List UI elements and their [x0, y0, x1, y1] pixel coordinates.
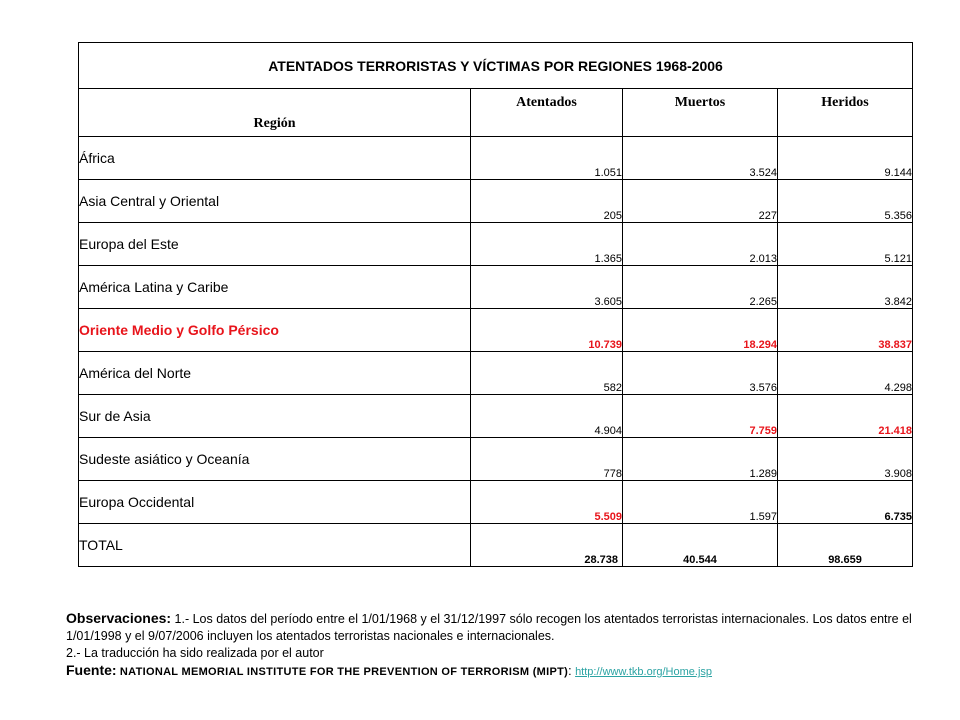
muertos-value: 1.289 — [623, 438, 778, 481]
heridos-value: 5.356 — [778, 180, 913, 223]
table-row — [79, 481, 913, 524]
table-row — [79, 266, 913, 309]
table-title: ATENTADOS TERRORISTAS Y VÍCTIMAS POR REGIONES 1968-2006 — [79, 43, 913, 89]
heridos-value: 21.418 — [778, 395, 913, 438]
source-text: NATIONAL MEMORIAL INSTITUTE FOR THE PREVENTION OF TERRORISM (MIPT) — [116, 666, 569, 678]
atentados-value: 582 — [471, 352, 623, 395]
source-link[interactable]: http://www.tkb.org/Home.jsp — [575, 666, 713, 678]
heridos-value: 9.144 — [778, 137, 913, 180]
observations-label: Observaciones: — [66, 610, 172, 626]
header-region: Región — [79, 89, 471, 137]
muertos-value: 2.265 — [623, 266, 778, 309]
source — [66, 662, 926, 681]
muertos-value: 3.524 — [623, 137, 778, 180]
atentados-value: 10.739 — [471, 309, 623, 352]
total-heridos: 98.659 — [778, 524, 913, 567]
heridos-value: 3.842 — [778, 266, 913, 309]
atentados-value: 4.904 — [471, 395, 623, 438]
table-row — [79, 223, 913, 266]
table-row — [79, 180, 913, 223]
atentados-value: 5.509 — [471, 481, 623, 524]
total-label: TOTAL — [79, 524, 471, 567]
source-separator: : — [568, 664, 576, 678]
muertos-value: 2.013 — [623, 223, 778, 266]
heridos-value: 3.908 — [778, 438, 913, 481]
region-name: Europa Occidental — [79, 481, 471, 524]
region-name: África — [79, 137, 471, 180]
muertos-value: 18.294 — [623, 309, 778, 352]
header-muertos: Muertos — [623, 89, 778, 137]
muertos-value: 227 — [623, 180, 778, 223]
atentados-value: 3.605 — [471, 266, 623, 309]
total-muertos: 40.544 — [623, 524, 778, 567]
observations — [66, 610, 926, 645]
header-atentados: Atentados — [471, 89, 623, 137]
table-row-highlighted — [79, 309, 913, 352]
region-name: Asia Central y Oriental — [79, 180, 471, 223]
source-label: Fuente: — [66, 662, 117, 678]
atentados-value: 1.365 — [471, 223, 623, 266]
header-heridos: Heridos — [778, 89, 913, 137]
terrorism-table — [78, 42, 913, 567]
atentados-value: 205 — [471, 180, 623, 223]
heridos-value: 4.298 — [778, 352, 913, 395]
table-title-row — [79, 43, 913, 89]
muertos-value: 7.759 — [623, 395, 778, 438]
muertos-value: 1.597 — [623, 481, 778, 524]
heridos-value: 6.735 — [778, 481, 913, 524]
region-name: Sudeste asiático y Oceanía — [79, 438, 471, 481]
region-name: Europa del Este — [79, 223, 471, 266]
table-total-row — [79, 524, 913, 567]
region-name: América del Norte — [79, 352, 471, 395]
region-name: Sur de Asia — [79, 395, 471, 438]
heridos-value: 5.121 — [778, 223, 913, 266]
total-atentados: 28.738 — [471, 524, 623, 567]
observations-text-2: 2.- La traducción ha sido realizada por el autor — [66, 646, 324, 660]
table-row — [79, 395, 913, 438]
table-row — [79, 352, 913, 395]
observations-text-1: 1.- Los datos del período entre el 1/01/1968 y el 31/12/1997 sólo recogen los atentados terroristas internacionales. Los datos entre el 1/01/1998 y el 9/07/2006 incluyen los atentados terroristas nacionales e internacionales. — [66, 612, 912, 643]
table-row — [79, 438, 913, 481]
table-header-row — [79, 89, 913, 137]
region-name: América Latina y Caribe — [79, 266, 471, 309]
region-name: Oriente Medio y Golfo Pérsico — [79, 309, 471, 352]
muertos-value: 3.576 — [623, 352, 778, 395]
notes — [66, 610, 926, 681]
table-row — [79, 137, 913, 180]
heridos-value: 38.837 — [778, 309, 913, 352]
atentados-value: 778 — [471, 438, 623, 481]
atentados-value: 1.051 — [471, 137, 623, 180]
